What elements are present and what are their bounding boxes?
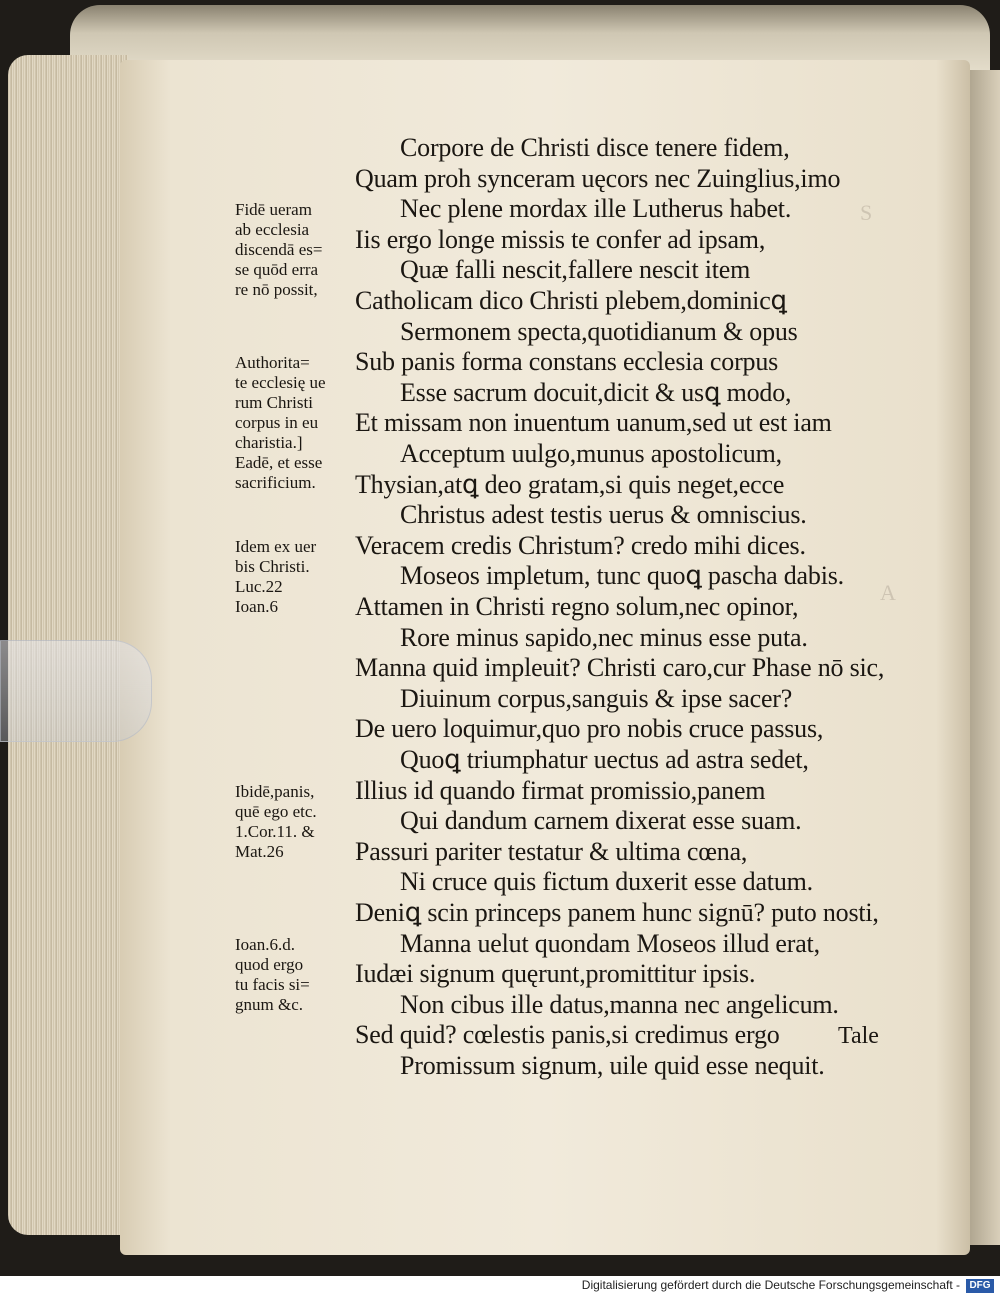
poem-line: Acceptum uulgo,munus apostolicum, <box>400 439 782 468</box>
poem-line: Esse sacrum docuit,dicit & usꝗ modo, <box>400 377 792 407</box>
footer-bar <box>0 1276 1000 1297</box>
marginal-note-line: Ioan.6 <box>235 596 278 616</box>
marginal-note-line: se quōd erra <box>235 260 319 280</box>
poem-line: Moseos impletum, tunc quoꝗ pascha dabis. <box>400 561 844 591</box>
poem-line: Sub panis forma constans ecclesia corpus <box>355 347 779 377</box>
marginal-note-line: bis Christi. <box>235 556 310 576</box>
marginal-note <box>235 353 326 493</box>
poem-line: Passuri pariter testatur & ultima cœna, <box>355 836 748 866</box>
marginal-note-line: tu facis si= <box>235 974 310 994</box>
poem-line: Attamen in Christi regno solum,nec opinor, <box>355 592 799 621</box>
poem-line: Christus adest testis uerus & omniscius. <box>400 500 807 530</box>
poem-line: Nec plene mordax ille Lutherus habet. <box>400 194 792 224</box>
marginal-note-line: ab ecclesia <box>235 220 310 240</box>
poem-line: Promissum signum, uile quid esse nequit. <box>400 1051 825 1080</box>
marginal-note-line: Fidē ueram <box>235 200 312 220</box>
poem-line: Corpore de Christi disce tenere fidem, <box>400 133 790 162</box>
poem-line: Iudæi signum quęrunt,promittitur ipsis. <box>355 959 756 989</box>
show-through-ghost: S <box>860 200 873 225</box>
poem-line: Sed quid? cœlestis panis,si credimus ergo <box>355 1020 780 1050</box>
marginal-note-line: Ibidē,panis, <box>235 781 315 801</box>
poem-line: Sermonem specta,quotidianum & opus <box>400 316 798 346</box>
marginal-note-line: charistia.] <box>235 433 303 453</box>
marginal-note-line: rum Christi <box>235 393 313 413</box>
footer-credit: Digitalisierung gefördert durch die Deutsche Forschungsgemeinschaft - <box>581 1278 960 1292</box>
marginal-note-line: quē ego etc. <box>235 801 317 821</box>
poem-line: Quam proh synceram uęcors nec Zuinglius,imo <box>355 163 841 193</box>
poem-line: Iis ergo longe missis te confer ad ipsam, <box>355 224 766 254</box>
poem-line: Ni cruce quis fictum duxerit esse datum. <box>400 867 813 897</box>
marginal-note-line: Ioan.6.d. <box>235 934 295 954</box>
poem-line: Manna quid impleuit? Christi caro,cur Phase nō sic, <box>355 653 885 683</box>
poem-line: De uero loquimur,quo pro nobis cruce passus, <box>355 714 824 744</box>
poem-line: Et missam non inuentum uanum,sed ut est iam <box>355 408 832 438</box>
marginal-note <box>235 537 316 617</box>
marginal-note-line: Authorita= <box>235 353 310 373</box>
poem-line: Quæ falli nescit,fallere nescit item <box>400 255 751 285</box>
marginal-note-line: Mat.26 <box>235 841 284 861</box>
poem-line: Non cibus ille datus,manna nec angelicum. <box>400 989 839 1019</box>
plastic-page-clip <box>0 640 152 742</box>
marginal-note-line: 1.Cor.11. & <box>235 821 315 841</box>
poem-line: Deniꝗ scin princeps panem hunc signū? puto nosti, <box>355 898 879 927</box>
poem-line: Manna uelut quondam Moseos illud erat, <box>400 928 820 958</box>
poem-line: Thysian,atꝗ deo gratam,si quis neget,ecce <box>355 469 785 499</box>
poem-line: Veracem credis Christum? credo mihi dices. <box>355 530 806 560</box>
poem-line: Rore minus sapido,nec minus esse puta. <box>400 622 808 652</box>
marginal-note-line: re nō possit, <box>235 280 318 300</box>
marginal-note <box>235 200 322 300</box>
poem-line: Qui dandum carnem dixerat esse suam. <box>400 806 802 836</box>
poem-line: Catholicam dico Christi plebem,dominicꝗ <box>355 286 787 315</box>
poem-line: Quoꝗ triumphatur uectus ad astra sedet, <box>400 745 809 774</box>
show-through-ghost: A <box>880 580 896 605</box>
marginal-note-line: quod ergo <box>235 954 304 974</box>
catchword: Tale <box>838 1023 879 1049</box>
marginal-note-line: Luc.22 <box>235 576 283 596</box>
marginal-note-line: Eadē, et esse <box>235 453 323 473</box>
poem-line: Illius id quando firmat promissio,panem <box>355 775 766 805</box>
marginal-note-line: sacrificium. <box>235 473 316 493</box>
marginal-note-line: discendā es= <box>235 240 323 260</box>
marginal-note-line: corpus in eu <box>235 413 319 433</box>
marginal-note-line: Idem ex uer <box>235 536 317 556</box>
marginal-note-line: te ecclesię ue <box>235 373 326 393</box>
dfg-logo: DFG <box>966 1279 994 1293</box>
marginal-note-line: gnum &c. <box>235 994 303 1014</box>
poem-line: Diuinum corpus,sanguis & ipse sacer? <box>400 683 793 713</box>
marginal-note <box>235 935 310 1015</box>
marginal-note <box>235 782 317 862</box>
